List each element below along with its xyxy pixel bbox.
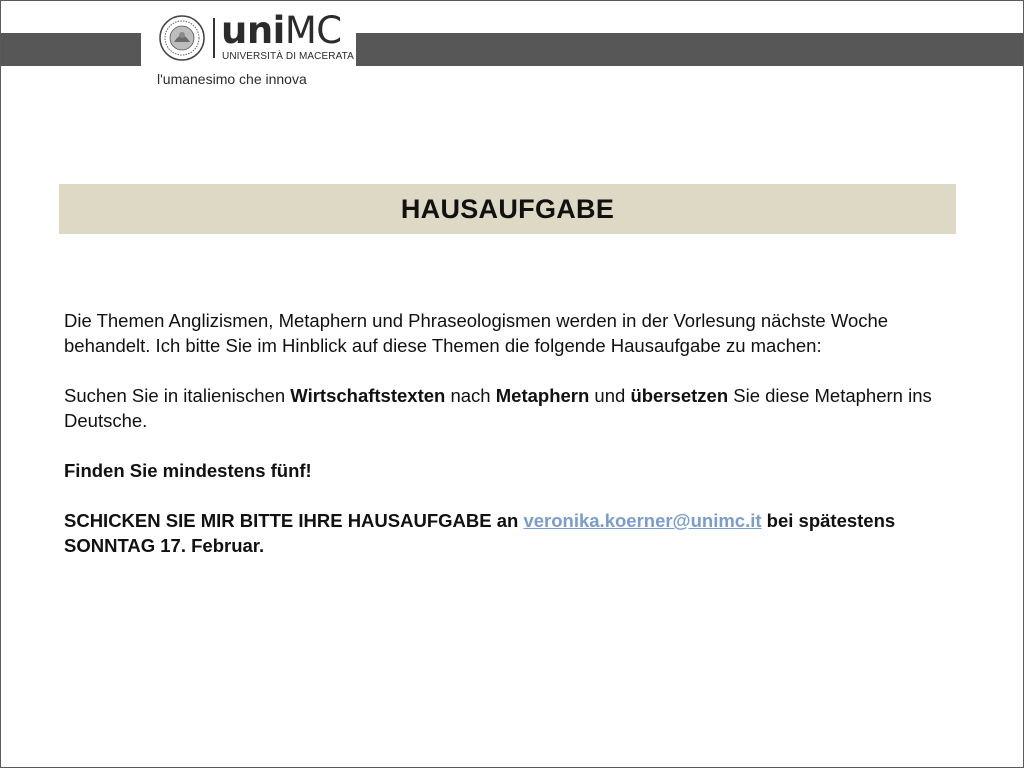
logo-word-light: MC (284, 9, 342, 52)
paragraph-submission (64, 508, 954, 558)
university-seal-icon (159, 15, 205, 61)
header-bar-right (356, 33, 1023, 66)
university-logo (149, 1, 354, 96)
task-text-3: und (589, 385, 631, 406)
task-text-1: Suchen Sie in italienischen (64, 385, 291, 406)
task-text-2: nach (445, 385, 496, 406)
paragraph-minimum (64, 458, 954, 483)
logo-divider (213, 18, 215, 58)
logo-wordmark (221, 9, 342, 52)
slide-body (64, 308, 954, 583)
slide-title: HAUSAUFGABE (400, 193, 615, 224)
paragraph-intro: Die Themen Anglizismen, Metaphern und Phraseologismen werden in der Vorlesung nächste Woche behandelt. Ich bitte Sie im Hinblick auf diese Themen die folgende Hausaufgabe zu machen: (64, 310, 889, 356)
paragraph-task (64, 383, 954, 433)
logo-university-name: UNIVERSITÀ DI MACERATA (222, 51, 354, 62)
minimum-text: Finden Sie mindestens fünf! (64, 460, 312, 481)
task-bold-wirtschaftstexten: Wirtschaftstexten (290, 385, 446, 406)
task-text-4: Sie diese Metaphern ins Deutsche. (64, 385, 932, 431)
submission-lead: SCHICKEN SIE MIR BITTE IHRE HAUSAUFGABE an (64, 510, 524, 531)
submission-deadline: bei spätestens SONNTAG 17. Februar. (64, 510, 896, 556)
logo-tagline: l'umanesimo che innova (157, 71, 307, 87)
title-band (59, 184, 956, 234)
header-bar-left (1, 33, 141, 66)
logo-word-bold: uni (221, 9, 285, 52)
logo-mark (159, 9, 354, 67)
task-bold-uebersetzen: übersetzen (630, 385, 729, 406)
task-bold-metaphern: Metaphern (495, 385, 590, 406)
email-link[interactable]: veronika.koerner@unimc.it (523, 510, 762, 531)
